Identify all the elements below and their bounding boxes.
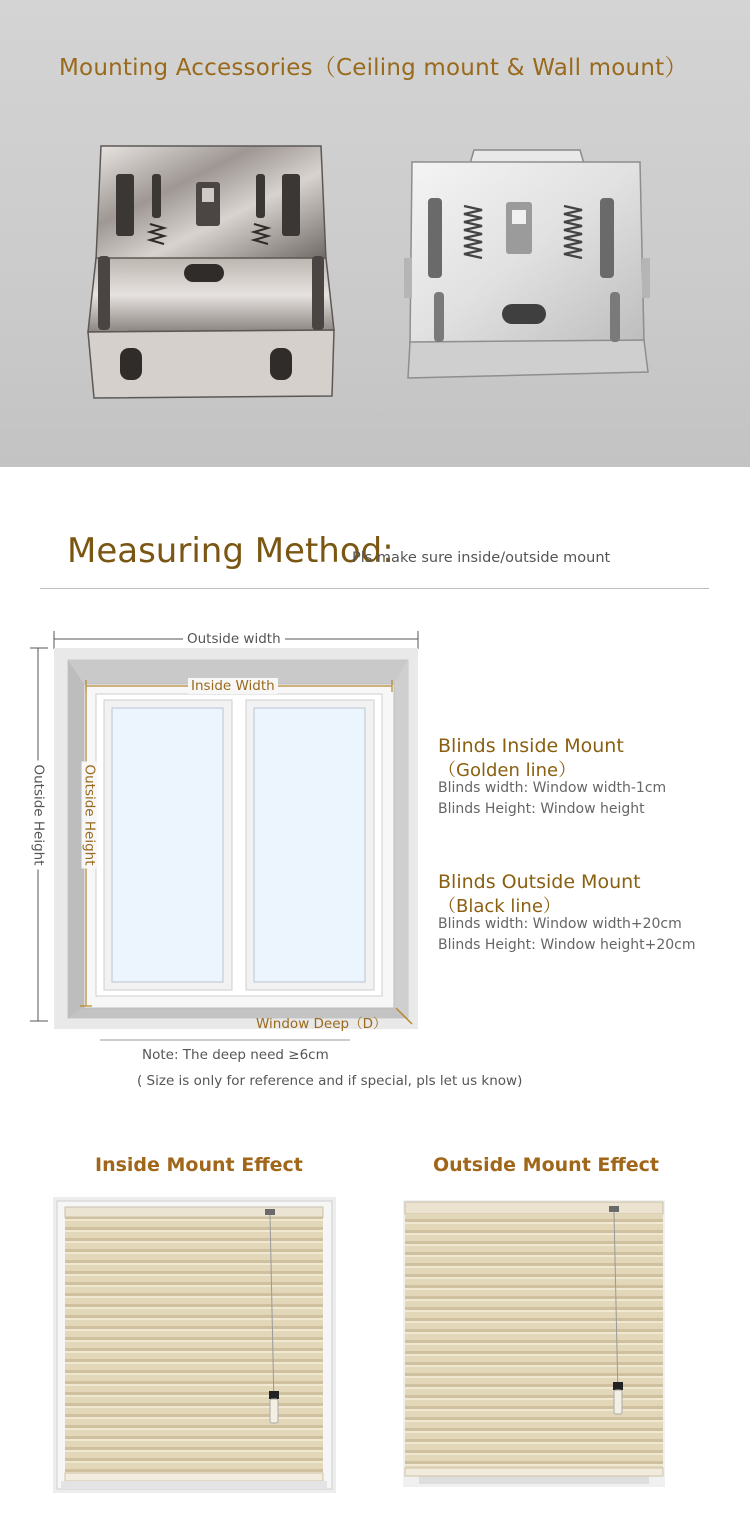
deep-note: Note: The deep need ≥6cm bbox=[142, 1047, 329, 1063]
wall-mount-bracket-image bbox=[404, 146, 650, 384]
outside-mount-height: Blinds Height: Window height+20cm bbox=[438, 937, 696, 953]
inside-height-label: Outside Height bbox=[82, 761, 98, 868]
window-deep-label: Window Deep（D） bbox=[256, 1016, 387, 1032]
inside-mount-subtitle: （Golden line） bbox=[438, 760, 577, 781]
inside-mount-effect-image bbox=[53, 1197, 336, 1493]
outside-effect-title: Outside Mount Effect bbox=[433, 1154, 659, 1176]
outside-mount-effect-image bbox=[403, 1200, 665, 1487]
inside-width-label: Inside Width bbox=[188, 678, 278, 694]
section-divider bbox=[40, 588, 709, 589]
reference-note: ( Size is only for reference and if special, pls let us know) bbox=[137, 1073, 523, 1089]
window-measure-diagram bbox=[0, 600, 430, 1070]
outside-mount-title: Blinds Outside Mount bbox=[438, 871, 641, 893]
inside-mount-height: Blinds Height: Window height bbox=[438, 801, 645, 817]
outside-height-label: Outside Height bbox=[31, 760, 47, 869]
outside-mount-subtitle: （Black line） bbox=[438, 896, 561, 917]
inside-mount-width: Blinds width: Window width-1cm bbox=[438, 780, 667, 796]
inside-effect-title: Inside Mount Effect bbox=[95, 1154, 303, 1176]
inside-mount-title: Blinds Inside Mount bbox=[438, 735, 624, 757]
outside-mount-width: Blinds width: Window width+20cm bbox=[438, 916, 682, 932]
measuring-title: Measuring Method: bbox=[67, 531, 394, 571]
outside-width-label: Outside width bbox=[183, 631, 285, 647]
accessories-title: Mounting Accessories（Ceiling mount & Wall mount） bbox=[59, 55, 688, 81]
ceiling-mount-bracket-image bbox=[76, 140, 342, 402]
measuring-subtitle: Pls make sure inside/outside mount bbox=[352, 550, 611, 566]
